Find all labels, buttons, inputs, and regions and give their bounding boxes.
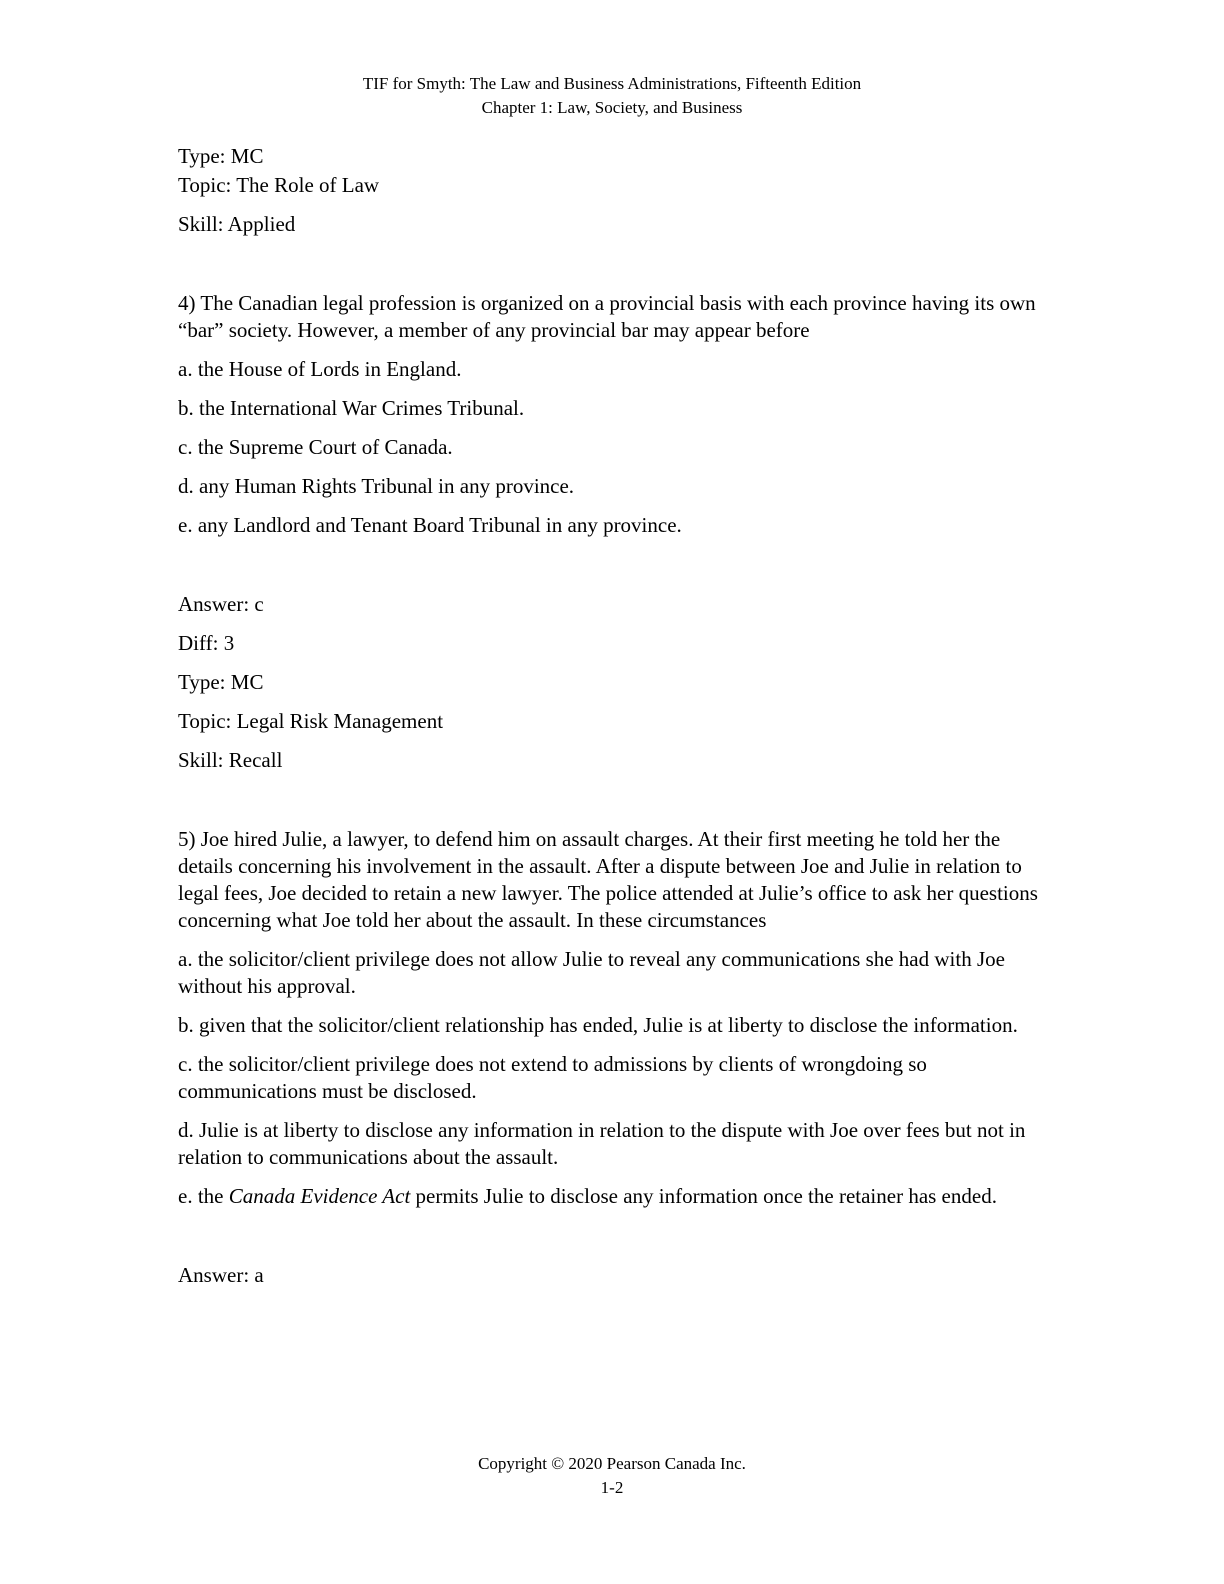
- prev-type: Type: MC: [178, 144, 264, 168]
- q4-option-b: b. the International War Crimes Tribunal.: [178, 396, 525, 420]
- q4-diff: Diff: 3: [178, 631, 235, 655]
- footer-page-number: 1-2: [600, 1478, 624, 1497]
- q5-option-e-suffix: permits Julie to disclose any information once the retainer has ended.: [410, 1184, 997, 1208]
- q4-option-d: d. any Human Rights Tribunal in any province.: [178, 474, 575, 498]
- q5-option-d: d. Julie is at liberty to disclose any information in relation to the dispute with Joe over fees but not in relation to communications about the assault.: [178, 1118, 1026, 1169]
- page-footer: [0, 1452, 1224, 1500]
- q4-skill: Skill: Recall: [178, 748, 283, 772]
- q4-option-e: e. any Landlord and Tenant Board Tribunal in any province.: [178, 513, 682, 537]
- footer-copyright: Copyright © 2020 Pearson Canada Inc.: [478, 1454, 746, 1473]
- q5-option-c: c. the solicitor/client privilege does not extend to admissions by clients of wrongdoing so communications must be disclosed.: [178, 1052, 927, 1103]
- question-content: [178, 143, 1038, 1289]
- header-chapter-title: Chapter 1: Law, Society, and Business: [481, 98, 743, 117]
- prev-topic: Topic: The Role of Law: [178, 173, 380, 197]
- q5-answer: Answer: a: [178, 1263, 264, 1287]
- page-header: [0, 72, 1224, 120]
- q4-stem: 4) The Canadian legal profession is organized on a provincial basis with each province having its own “bar” society. However, a member of any provincial bar may appear before: [178, 291, 1036, 342]
- header-book-title: TIF for Smyth: The Law and Business Administrations, Fifteenth Edition: [362, 74, 862, 93]
- q4-type: Type: MC: [178, 670, 264, 694]
- q4-topic: Topic: Legal Risk Management: [178, 709, 444, 733]
- q5-option-b: b. given that the solicitor/client relationship has ended, Julie is at liberty to disclose the information.: [178, 1013, 1018, 1037]
- prev-skill: Skill: Applied: [178, 212, 296, 236]
- q4-option-a: a. the House of Lords in England.: [178, 357, 462, 381]
- q5-option-e-act-title: Canada Evidence Act: [228, 1184, 411, 1208]
- q5-stem: 5) Joe hired Julie, a lawyer, to defend him on assault charges. At their first meeting he told her the details concerning his involvement in the assault. After a dispute between Joe and Julie in relation to legal fees, Joe decided to retain a new lawyer. The police attended at Julie’s office to ask her questions concerning what Joe told her about the assault. In these circumstances: [178, 827, 1038, 932]
- q4-answer: Answer: c: [178, 592, 264, 616]
- q5-option-e: [178, 1183, 1038, 1210]
- q5-option-e-prefix: e. the: [178, 1184, 229, 1208]
- q4-option-c: c. the Supreme Court of Canada.: [178, 435, 453, 459]
- q5-option-a: a. the solicitor/client privilege does not allow Julie to reveal any communications she had with Joe without his approval.: [178, 947, 1005, 998]
